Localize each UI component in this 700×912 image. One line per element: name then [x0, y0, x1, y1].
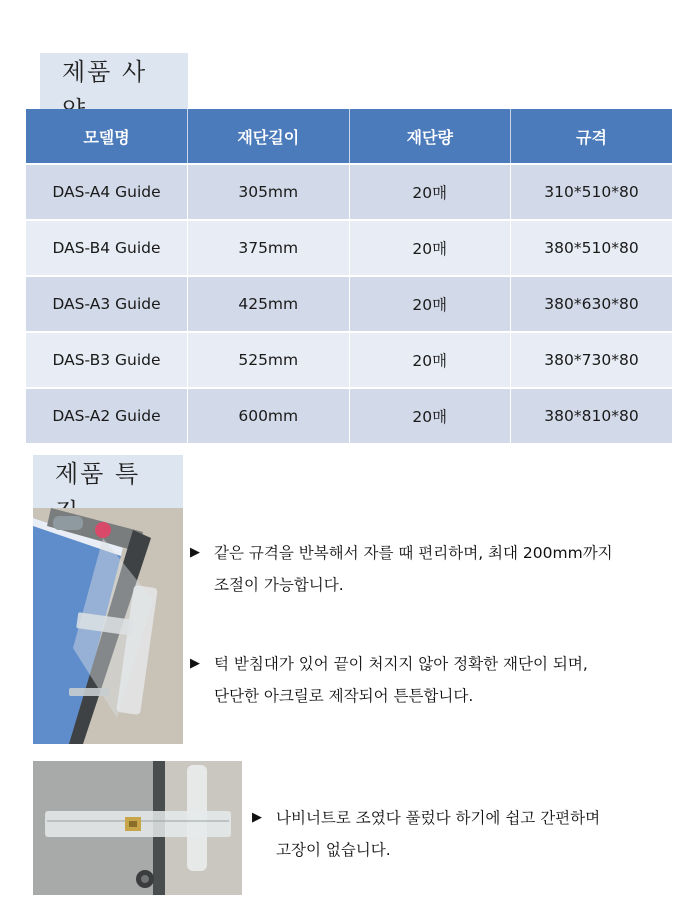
- cell-cut-capacity: 20매: [349, 332, 511, 388]
- cell-cut-length: 375mm: [188, 220, 350, 276]
- table-row: [26, 276, 672, 332]
- header-model: 모델명: [26, 109, 188, 164]
- cell-cut-length: 425mm: [188, 276, 350, 332]
- feature-item: [190, 648, 690, 712]
- feature-item: [252, 802, 692, 866]
- header-dimensions: 규격: [511, 109, 673, 164]
- cell-dimensions: 380*630*80: [511, 276, 673, 332]
- cell-model: DAS-B3 Guide: [26, 332, 188, 388]
- cell-model: DAS-A2 Guide: [26, 388, 188, 443]
- cell-dimensions: 380*510*80: [511, 220, 673, 276]
- header-cut-capacity: 재단량: [349, 109, 511, 164]
- cell-model: DAS-B4 Guide: [26, 220, 188, 276]
- cell-cut-capacity: 20매: [349, 388, 511, 443]
- cell-cut-length: 600mm: [188, 388, 350, 443]
- cell-dimensions: 310*510*80: [511, 164, 673, 220]
- feature-text-line: 고장이 없습니다.: [276, 841, 391, 859]
- table-row: [26, 332, 672, 388]
- cell-cut-capacity: 20매: [349, 276, 511, 332]
- guide-illustration: [33, 761, 242, 895]
- cell-dimensions: 380*810*80: [511, 388, 673, 443]
- table-header-row: [26, 109, 672, 164]
- product-photo-guide: [33, 761, 242, 895]
- feature-text-line: 턱 받침대가 있어 끝이 처지지 않아 정확한 재단이 되며,: [214, 655, 588, 673]
- feature-item: [190, 537, 690, 601]
- triangle-right-icon: ▶: [190, 545, 200, 560]
- cell-cut-length: 525mm: [188, 332, 350, 388]
- feature-text-line: 나비너트로 조였다 풀렀다 하기에 쉽고 간편하며: [276, 809, 601, 827]
- feature-text-line: 같은 규격을 반복해서 자를 때 편리하며, 최대 200mm까지: [214, 544, 613, 562]
- table-row: [26, 388, 672, 443]
- cell-model: DAS-A3 Guide: [26, 276, 188, 332]
- cell-cut-length: 305mm: [188, 164, 350, 220]
- cell-cut-capacity: 20매: [349, 220, 511, 276]
- cell-model: DAS-A4 Guide: [26, 164, 188, 220]
- spec-section-title: 제품 사: [40, 53, 188, 129]
- triangle-right-icon: ▶: [190, 656, 200, 671]
- cutter-illustration: [33, 508, 183, 744]
- product-photo-cutter: [33, 508, 183, 744]
- table-row: [26, 164, 672, 220]
- feature-text-line: 단단한 아크릴로 제작되어 튼튼합니다.: [214, 687, 474, 705]
- feature-text-line: 조절이 가능합니다.: [214, 576, 344, 594]
- cell-cut-capacity: 20매: [349, 164, 511, 220]
- cell-dimensions: 380*730*80: [511, 332, 673, 388]
- features-section-title: 제품 특: [33, 455, 183, 531]
- table-row: [26, 220, 672, 276]
- triangle-right-icon: ▶: [252, 810, 262, 825]
- spec-table: [26, 109, 672, 443]
- header-cut-length: 재단길이: [188, 109, 350, 164]
